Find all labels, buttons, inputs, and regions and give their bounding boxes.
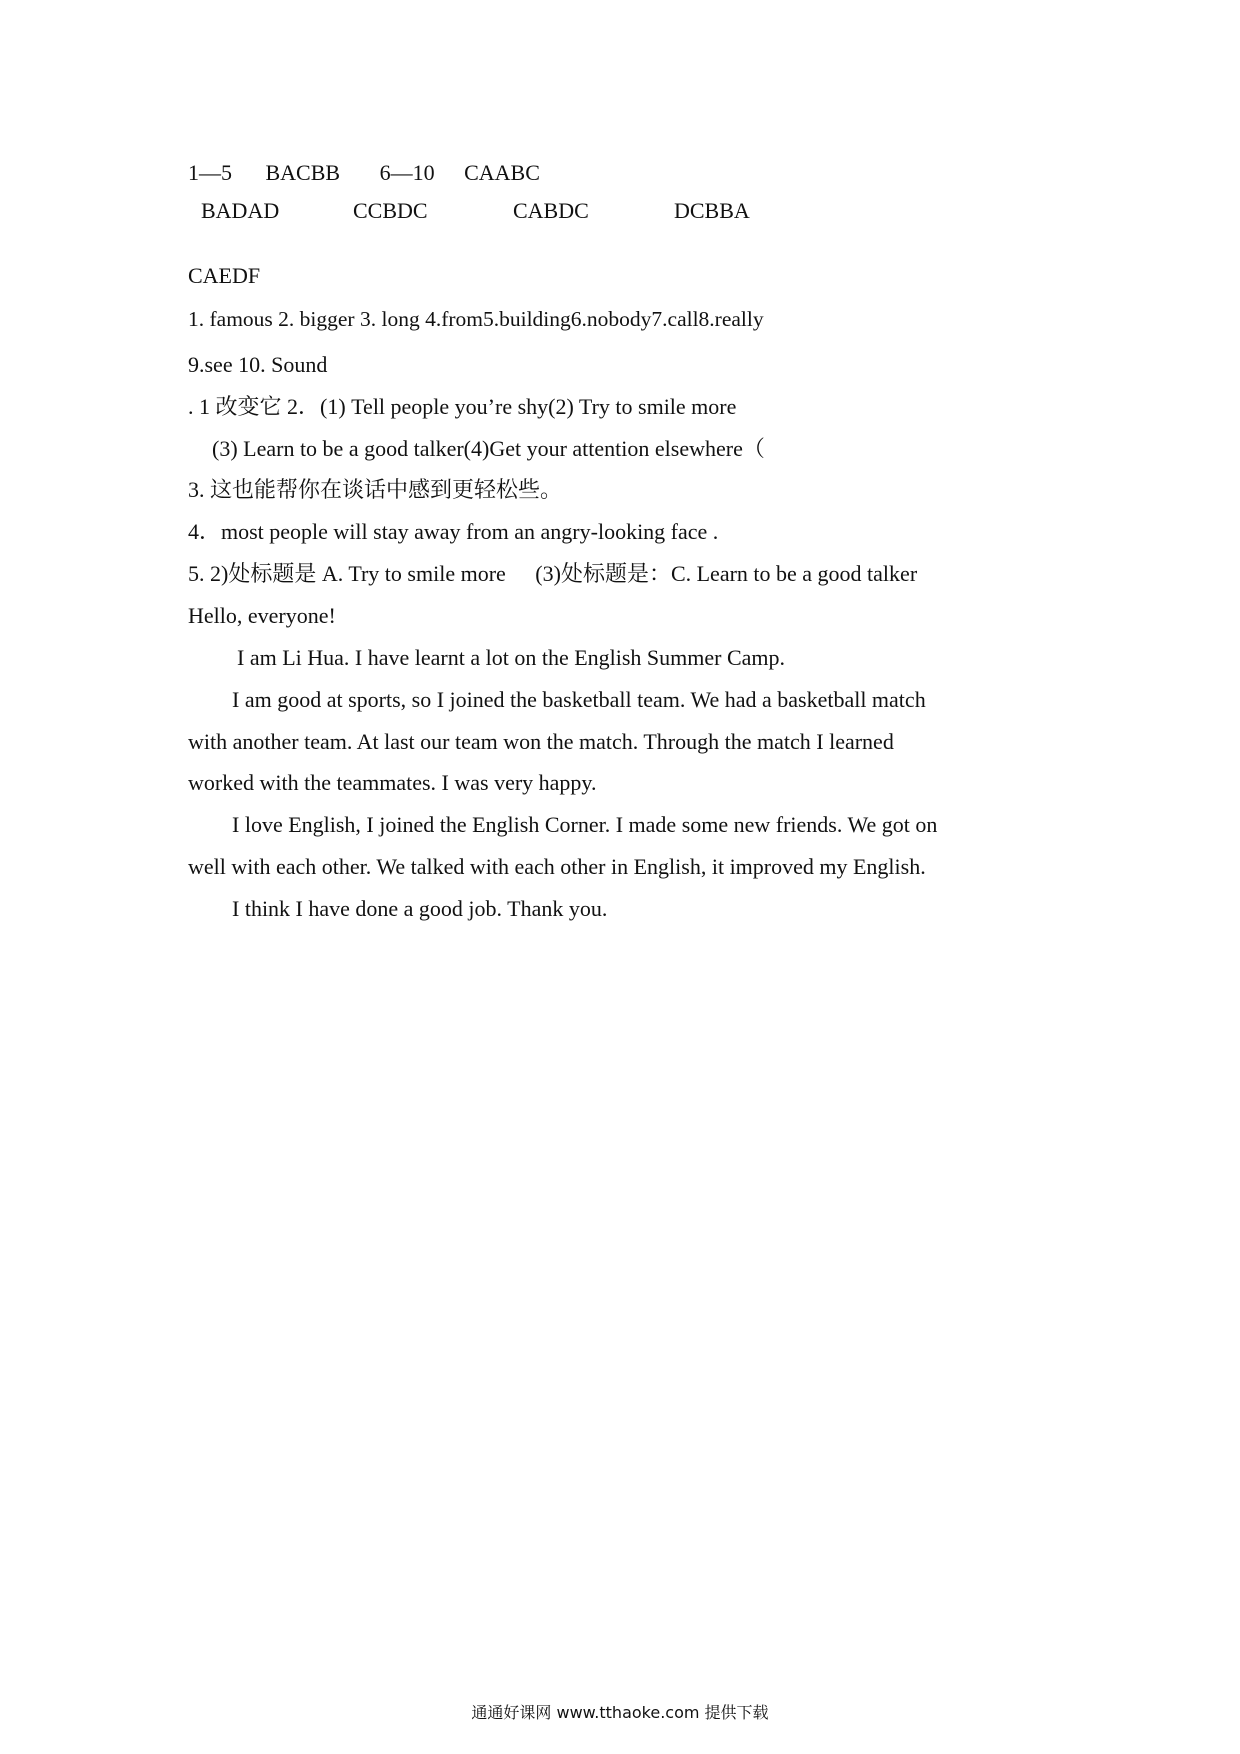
range-1-5: 1—5 [188,160,232,185]
answer-group: CABDC [513,198,589,223]
reading-answer-3: 3. 这也能帮你在谈话中感到更轻松些。 [188,477,563,502]
range-6-10: 6—10 [379,160,435,185]
essay-paragraph-2-line-3: worked with the teammates. I was very happy. [188,770,597,795]
answer-row-3: CAEDF [188,263,261,288]
essay-paragraph-4: I think I have done a good job. Thank you. [232,896,608,921]
page-footer: 通通好课网 www.tthaoke.com 提供下载 [471,1703,769,1722]
heading-answer-2: 5. 2)处标题是 A. Try to smile more [188,561,506,586]
essay-paragraph-3-line-1: I love English, I joined the English Corner. I made some new friends. We got on [232,812,938,837]
answer-group: BADAD [201,198,280,223]
answers-1-5: BACBB [265,160,341,185]
essay-paragraph-2-line-2: with another team. At last our team won the match. Through the match I learned [188,729,894,754]
answer-group: DCBBA [674,198,750,223]
heading-answer-3: (3)处标题是：C. Learn to be a good talker [535,561,918,586]
essay-paragraph-1: I am Li Hua. I have learnt a lot on the English Summer Camp. [237,645,786,670]
reading-answer-5 [188,563,917,585]
essay-greeting: Hello, everyone! [188,603,336,628]
essay-paragraph-3-line-2: well with each other. We talked with each other in English, it improved my English. [188,854,926,879]
reading-answer-2-cont: (3) Learn to be a good talker(4)Get your attention elsewhere（ [212,436,765,461]
vocab-answers-line-2: 9.see 10. Sound [188,352,328,377]
reading-answer-1-2: . 1 改变它 2．(1) Tell people you’re shy(2) Try to smile more [188,394,737,419]
answers-6-10: CAABC [464,160,540,185]
essay-paragraph-2-line-1: I am good at sports, so I joined the basketball team. We had a basketball match [232,687,926,712]
vocab-answers-line-1: 1. famous 2. bigger 3. long 4.from5.building6.nobody7.call8.really [188,307,764,331]
reading-answer-4: 4．most people will stay away from an angry-looking face . [188,519,719,544]
answer-row-1 [188,162,540,184]
answer-group: CCBDC [353,198,428,223]
answer-row-2 [201,200,750,222]
